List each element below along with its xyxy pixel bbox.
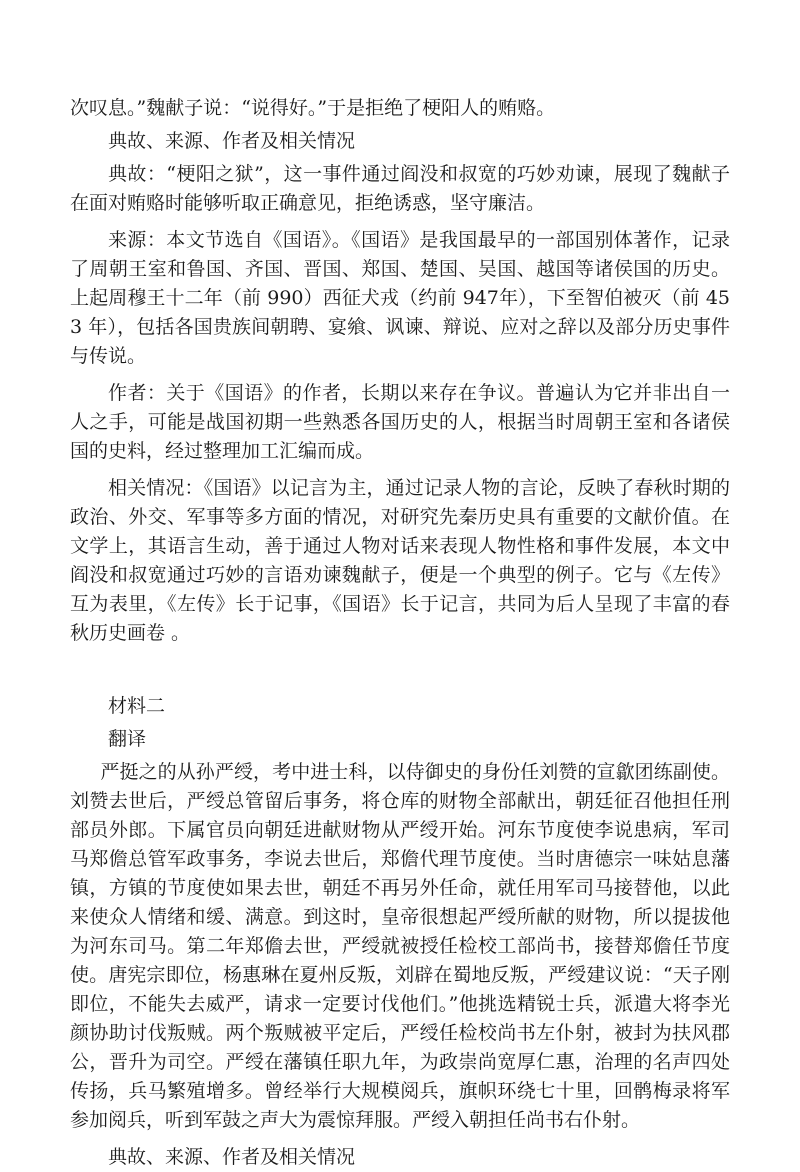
paragraph-related-info: 相关情况：《国语》以记言为主，通过记录人物的言论，反映了春秋时期的政治、外交、军事等多方面的情况，对研究先秦历史具有重要的文献价值。在文学上，其语言生动，善于通过人物对话来表现人物性格和事件发展，本文中阎没和叔宽通过巧妙的言语劝谏魏献子，便是一个典型的例子。它与《左传》互为表里，《左传》长于记事，《国语》长于记言，共同为后人呈现了丰富的春秋历史画卷 。 (70, 477, 730, 644)
section-heading-material-two: 材料二 (108, 695, 166, 717)
paragraph-bribe-refusal: 次叹息。”魏献子说：“说得好。”于是拒绝了梗阳人的贿赂。 (70, 97, 556, 119)
section-heading-allusion-source-2: 典故、来源、作者及相关情况 (108, 1146, 356, 1168)
section-heading-allusion-source-1: 典故、来源、作者及相关情况 (108, 130, 356, 152)
paragraph-author: 作者：关于《国语》的作者，长期以来存在争议。普遍认为它并非出自一人之手，可能是战国初期一些熟悉各国历史的人，根据当时周朝王室和各诸侯国的史料，经过整理加工汇编而成。 (70, 382, 730, 462)
paragraph-translation-yan-shou: 严挺之的从孙严绶，考中进士科，以侍御史的身份任刘赞的宣歙团练副使。刘赞去世后，严绶总管留后事务，将仓库的财物全部献出，朝廷征召他担任刑部员外郎。下属官员向朝廷进献财物从严绶开始。河东节度使李说患病，军司马郑儋总管军政事务，李说去世后，郑儋代理节度使。当时唐德宗一味姑息藩镇，方镇的节度使如果去世，朝廷不再另外任命，就任用军司马接替他，以此来使众人情绪和缓、满意。到这时，皇帝很想起严绶所献的财物，所以提拔他为河东司马。第二年郑儋去世，严绶就被授任检校工部尚书，接替郑儋任节度使。唐宪宗即位，杨惠琳在夏州反叛，刘辟在蜀地反叛，严绶建议说：“天子刚即位，不能失去威严，请求一定要讨伐他们。”他挑选精锐士兵，派遣大将李光颜协助讨伐叛贼。两个叛贼被平定后，严绶任检校尚书左仆射，被封为扶风郡公，晋升为司空。严绶在藩镇任职九年，为政崇尚宽厚仁惠，治理的名声四处传扬，兵马繁殖增多。曾经举行大规模阅兵，旗帜环绕七十里，回鹘梅录将军参加阅兵，听到军鼓之声大为震惊拜服。严绶入朝担任尚书右仆射。 (70, 761, 730, 1131)
paragraph-source: 来源：本文节选自《国语》。《国语》是我国最早的一部国别体著作，记录了周朝王室和鲁国、齐国、晋国、郑国、楚国、吴国、越国等诸侯国的历史。上起周穆王十二年（前 990）西征犬戎（约前 947年），下至智伯被灭（前 453 年），包括各国贵族间朝聘、宴飨、讽谏、辩说、应对之辞以及部分历史事件与传说。 (70, 229, 730, 367)
paragraph-allusion: 典故：“梗阳之狱”，这一事件通过阎没和叔宽的巧妙劝谏，展现了魏献子在面对贿赂时能够听取正确意见，拒绝诱惑，坚守廉洁。 (70, 163, 730, 214)
section-heading-translation: 翻译 (108, 728, 147, 750)
